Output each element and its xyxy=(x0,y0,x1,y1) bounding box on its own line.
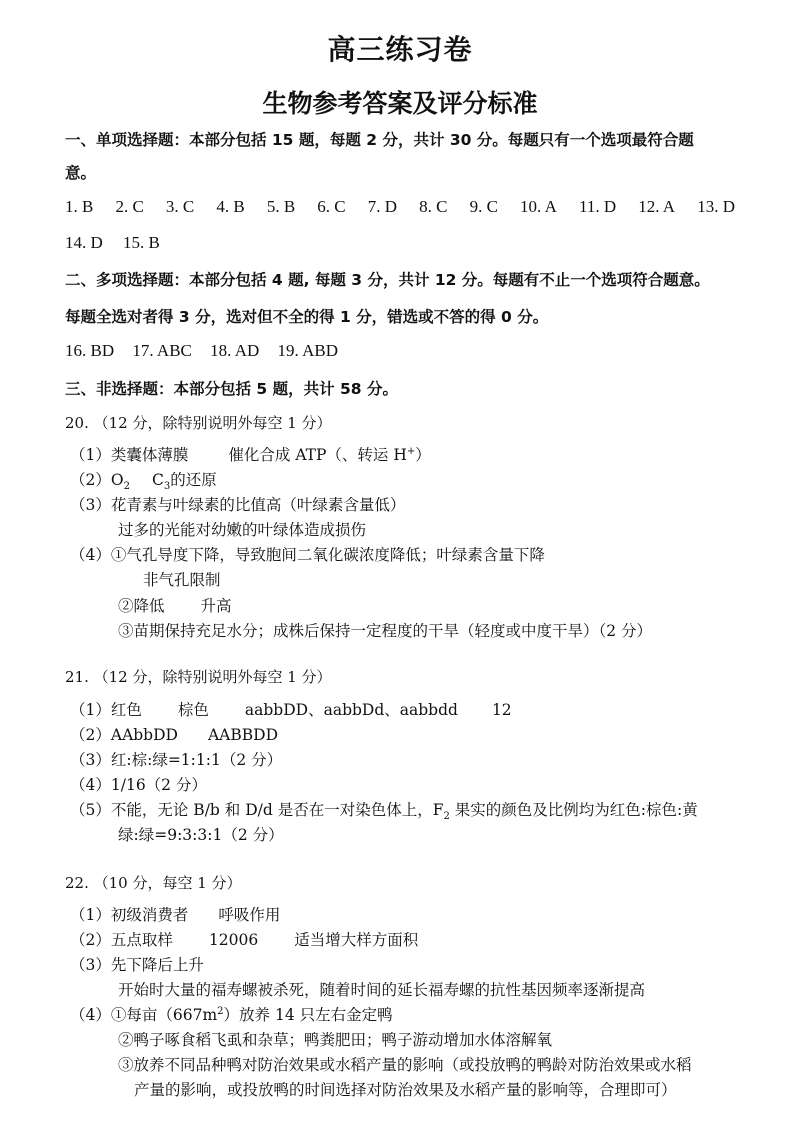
q20-header: 20. （12 分，除特别说明外每空 1 分） xyxy=(65,414,332,432)
answer-text: 红:棕:绿=1:1:1（2 分） xyxy=(110,751,283,769)
answer-text: ①气孔导度下降，导致胞间二氧化碳浓度降低；叶绿素含量下降 xyxy=(110,546,545,564)
answer-item: 13. D xyxy=(697,197,735,216)
answer-item: 2. C xyxy=(115,197,144,216)
answer-item: 18. AD xyxy=(210,341,260,360)
answer-text: 催化合成 ATP（、转运 H xyxy=(228,446,407,464)
answer-text: ①每亩（667m xyxy=(110,1006,218,1024)
answer-item: 3. C xyxy=(165,197,195,216)
superscript: + xyxy=(406,445,416,457)
q20-answer-1 xyxy=(70,443,431,465)
item-number: （2） xyxy=(70,931,111,949)
answer-text: 先下降后上升 xyxy=(110,956,204,974)
q20-answer-3-line2: 过多的光能对幼嫩的叶绿体造成损伤 xyxy=(118,521,367,539)
q20-answer-3 xyxy=(70,493,405,515)
q21-answer-5-line2: 绿:绿=9:3:3:1（2 分） xyxy=(118,826,284,844)
section1-header-line2: 意。 xyxy=(65,164,97,182)
answer-text: aabbDD、aabbDd、aabbdd xyxy=(244,701,458,719)
answer-text: 升高 xyxy=(200,597,232,615)
page-subtitle: 生物参考答案及评分标准 xyxy=(262,89,538,118)
section2-header-line2: 每题全选对者得 3 分，选对但不全的得 1 分，错选或不答的得 0 分。 xyxy=(65,308,549,326)
item-number: （4） xyxy=(70,1006,111,1024)
q20-answer-4-line2: 非气孔限制 xyxy=(143,571,221,589)
item-number: （1） xyxy=(70,906,111,924)
q20-answer-4-line4: ③苗期保持充足水分；成株后保持一定程度的干旱（轻度或中度干旱）（2 分） xyxy=(118,622,653,640)
answer-text: 五点取样 xyxy=(110,931,173,949)
answer-item: 6. C xyxy=(317,197,346,216)
q22-answer-1 xyxy=(70,903,280,925)
item-number: （1） xyxy=(70,446,111,464)
answer-item: 16. BD xyxy=(65,341,115,360)
answer-item: 7. D xyxy=(367,197,397,216)
answer-text: 棕色 xyxy=(177,701,209,719)
answer-item: 11. D xyxy=(578,197,617,216)
answer-item: 9. C xyxy=(469,197,498,216)
answer-item: 12. A xyxy=(638,197,676,216)
item-number: （1） xyxy=(70,701,111,719)
superscript: 2 xyxy=(217,1005,224,1017)
answer-item: 1. B xyxy=(65,197,94,216)
answer-text: 红色 xyxy=(110,701,142,719)
item-number: （3） xyxy=(70,496,111,514)
item-number: （2） xyxy=(70,471,111,489)
item-number: （5） xyxy=(70,801,111,819)
q22-answer-4-line2: ②鸭子啄食稻飞虱和杂草；鸭粪肥田；鸭子游动增加水体溶解氧 xyxy=(118,1031,553,1049)
answer-text: O xyxy=(110,471,124,489)
answer-item: 19. ABD xyxy=(277,341,338,360)
answer-text: 果实的颜色及比例均为红色:棕色:黄 xyxy=(449,801,698,819)
answer-item: 10. A xyxy=(520,197,557,216)
answer-item: 5. B xyxy=(266,197,296,216)
q20-answer-4 xyxy=(70,543,545,565)
q22-answer-3 xyxy=(70,953,204,975)
answer-item: 14. D xyxy=(65,233,103,252)
q22-answer-4 xyxy=(70,1003,393,1025)
answer-item: 4. B xyxy=(216,197,245,216)
answer-text: 12006 xyxy=(208,931,259,949)
answer-text: AAbbDD xyxy=(110,726,178,744)
answer-text: 类囊体薄膜 xyxy=(110,446,189,464)
section2-header-line1: 二、多项选择题：本部分包括 4 题, 每题 3 分，共计 12 分。每题有不止一个选项符合题意。 xyxy=(65,271,710,289)
q22-answer-2 xyxy=(70,928,418,950)
answer-item: 17. ABC xyxy=(132,341,192,360)
answer-text: 初级消费者 xyxy=(110,906,189,924)
q22-answer-4-line4: 产量的影响，或投放鸭的时间选择对防治效果及水稻产量的影响等，合理即可） xyxy=(134,1081,677,1099)
section1-answers-row1 xyxy=(65,197,735,217)
page-title: 高三练习卷 xyxy=(327,33,473,66)
q22-answer-4-line3: ③放养不同品种鸭对防治效果或水稻产量的影响（或投放鸭的鸭龄对防治效果或水稻 xyxy=(118,1056,692,1074)
section1-answers-row2 xyxy=(65,233,160,253)
q22-answer-3-line2: 开始时大量的福寿螺被杀死，随着时间的延长福寿螺的抗性基因频率逐渐提高 xyxy=(118,981,646,999)
item-number: （4） xyxy=(70,546,111,564)
answer-text: 呼吸作用 xyxy=(218,906,281,924)
section1-header-line1: 一、单项选择题：本部分包括 15 题，每题 2 分，共计 30 分。每题只有一个选项最符合题 xyxy=(65,131,694,149)
item-number: （2） xyxy=(70,726,111,744)
item-number: （3） xyxy=(70,751,111,769)
q20-answer-2 xyxy=(70,468,217,492)
q21-answer-4 xyxy=(70,773,207,795)
q21-answer-5 xyxy=(70,798,698,822)
subscript: 3 xyxy=(163,481,171,493)
answer-item: 8. C xyxy=(419,197,448,216)
answer-text: ②降低 xyxy=(118,597,165,615)
answer-text: C xyxy=(151,471,164,489)
answer-text: ） xyxy=(415,446,431,464)
q20-answer-4-line3 xyxy=(118,594,232,616)
answer-text: 1/16（2 分） xyxy=(110,776,207,794)
answer-text: 花青素与叶绿素的比值高（叶绿素含量低） xyxy=(110,496,406,514)
q21-answer-3 xyxy=(70,748,282,770)
answer-text: 12 xyxy=(491,701,512,719)
answer-text: AABBDD xyxy=(207,726,278,744)
q21-answer-2 xyxy=(70,723,278,745)
answer-text: 的还原 xyxy=(170,471,217,489)
answer-text: ）放养 14 只左右金定鸭 xyxy=(223,1006,393,1024)
q21-header: 21. （12 分，除特别说明外每空 1 分） xyxy=(65,668,332,686)
item-number: （3） xyxy=(70,956,111,974)
answer-text: 适当增大样方面积 xyxy=(294,931,419,949)
q22-header: 22. （10 分，每空 1 分） xyxy=(65,874,242,892)
answer-text: 不能，无论 B/b 和 D/d 是否在一对染色体上，F xyxy=(110,801,444,819)
section2-answers xyxy=(65,341,338,361)
subscript: 2 xyxy=(123,481,130,493)
section3-header: 三、非选择题：本部分包括 5 题，共计 58 分。 xyxy=(65,380,398,398)
answer-item: 15. B xyxy=(123,233,160,252)
q21-answer-1 xyxy=(70,698,512,720)
subscript: 2 xyxy=(443,811,450,823)
item-number: （4） xyxy=(70,776,111,794)
